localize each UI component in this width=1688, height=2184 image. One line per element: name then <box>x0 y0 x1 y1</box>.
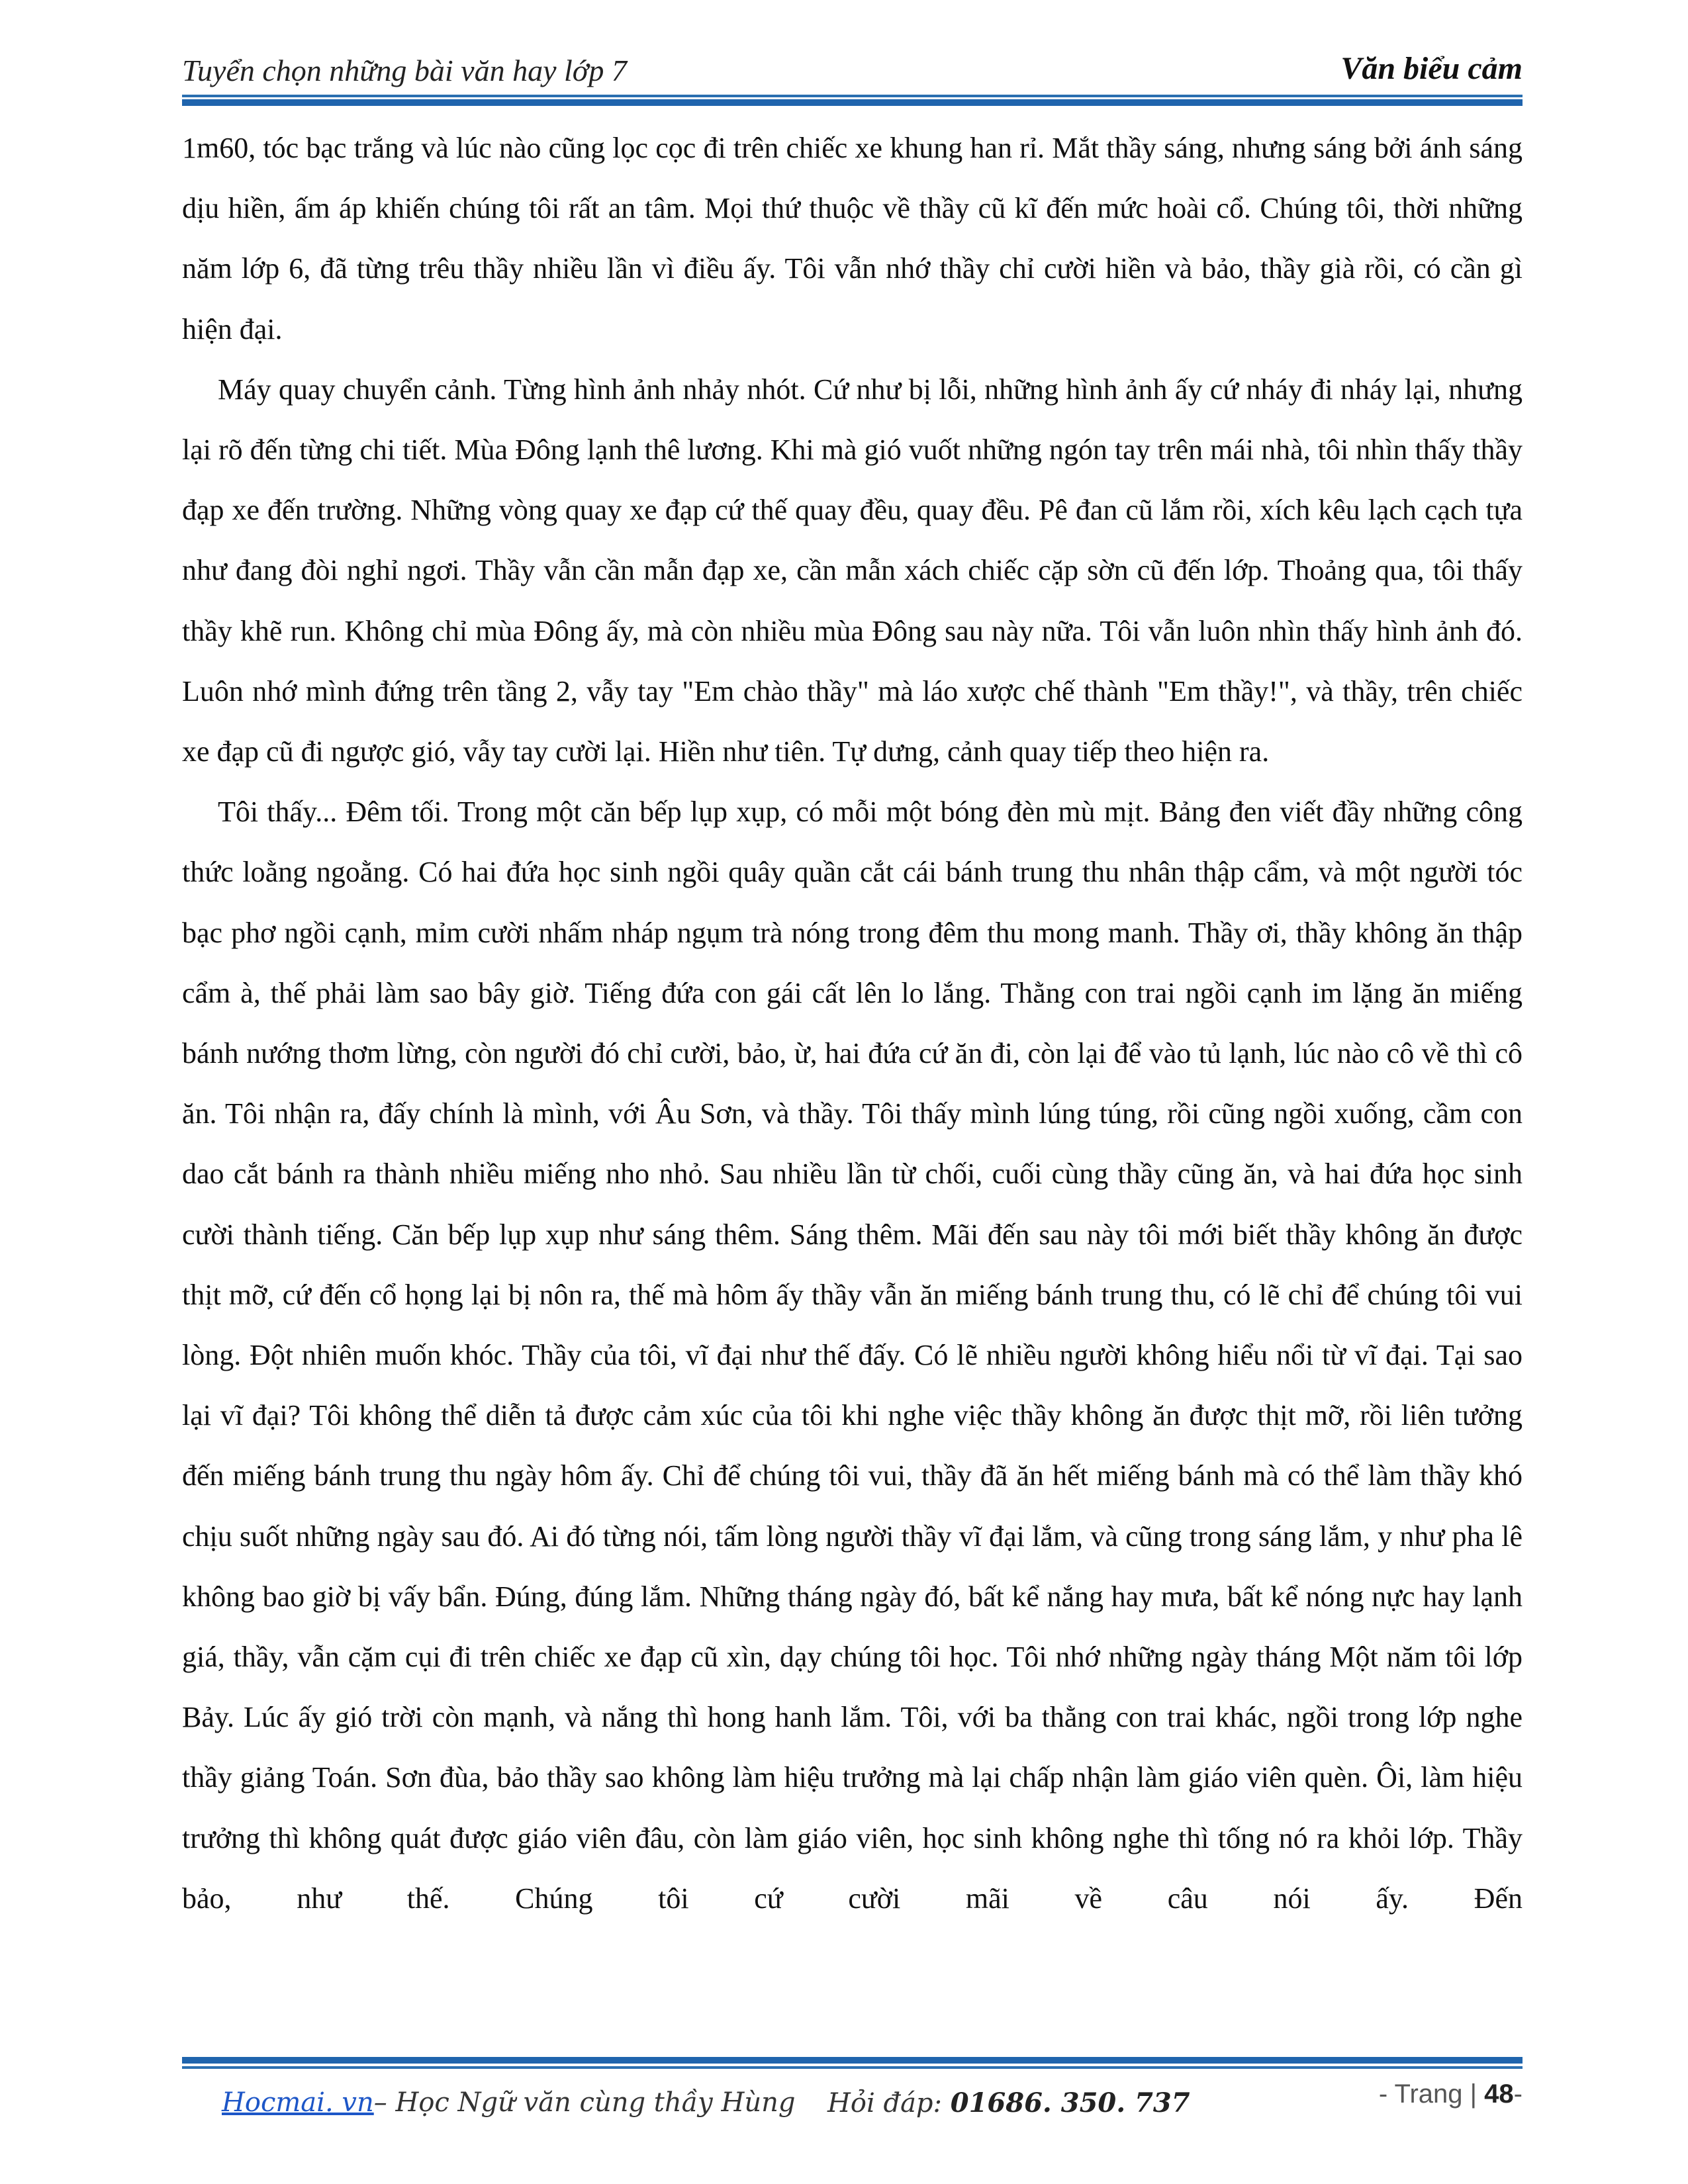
paragraph: Tôi thấy... Đêm tối. Trong một căn bếp lụp xụp, có mỗi một bóng đèn mù mịt. Bảng đen viết đầy những công thức loằng ngoằng. Có hai đứa học sinh ngồi quây quần cắt cái bánh trung thu nhân thập cẩm, và một người tóc bạc phơ ngồi cạnh, mỉm cười nhấm nháp ngụm trà nóng trong đêm thu mong manh. Thầy ơi, thầy không ăn thập cẩm à, thế phải làm sao bây giờ. Tiếng đứa con gái cất lên lo lắng. Thằng con trai ngồi cạnh im lặng ăn miếng bánh nướng thơm lừng, còn người đó chỉ cười, bảo, ừ, hai đứa cứ ăn đi, còn lại để vào tủ lạnh, lúc nào cô về thì cô ăn. Tôi nhận ra, đấy chính là mình, với Âu Sơn, và thầy. Tôi thấy mình lúng túng, rồi cũng ngồi xuống, cầm con dao cắt bánh ra thành nhiều miếng nho nhỏ. Sau nhiều lần từ chối, cuối cùng thầy cũng ăn, và hai đứa học sinh cười thành tiếng. Căn bếp lụp xụp như sáng thêm. Sáng thêm. Mãi đến sau này tôi mới biết thầy không ăn được thịt mỡ, cứ đến cổ họng lại bị nôn ra, thế mà hôm ấy thầy vẫn ăn miếng bánh trung thu, có lẽ chỉ để chúng tôi vui lòng. Đột nhiên muốn khóc. Thầy của tôi, vĩ đại như thế đấy. Có lẽ nhiều người không hiểu nổi từ vĩ đại. Tại sao lại vĩ đại? Tôi không thể diễn tả được cảm xúc của tôi khi nghe việc thầy không ăn được thịt mỡ, rồi liên tưởng đến miếng bánh trung thu ngày hôm ấy. Chỉ để chúng tôi vui, thầy đã ăn hết miếng bánh mà có thể làm thầy khó chịu suốt những ngày sau đó. Ai đó từng nói, tấm lòng người thầy vĩ đại lắm, và cũng trong sáng lắm, y như pha lê không bao giờ bị vấy bẩn. Đúng, đúng lắm. Những tháng ngày đó, bất kể nắng hay mưa, bất kể nóng nực hay lạnh giá, thầy, vẫn cặm cụi đi trên chiếc xe đạp cũ xìn, dạy chúng tôi học. Tôi nhớ những ngày tháng Một năm tôi lớp Bảy. Lúc ấy gió trời còn mạnh, và nắng thì hong hanh lắm. Tôi, với ba thằng con trai khác, ngồi trong lớp nghe thầy giảng Toán. Sơn đùa, bảo thầy sao không làm hiệu trưởng mà lại chấp nhận làm giáo viên quèn. Ôi, làm hiệu trưởng thì không quát được giáo viên đâu, còn làm giáo viên, học sinh không nghe thì tống nó ra khỏi lớp. Thầy bảo, như thế. Chúng tôi cứ cười mãi về câu nói ấy. Đến <box>182 796 1523 1915</box>
page-header <box>182 46 1523 93</box>
footer-divider-thick <box>182 2057 1523 2064</box>
header-divider-thick <box>182 99 1523 106</box>
header-divider-thin <box>182 95 1523 97</box>
footer-hotline <box>827 2087 1190 2118</box>
footer-tagline: – Học Ngữ văn cùng thầy Hùng <box>373 2087 796 2118</box>
hocmai-link[interactable]: Hocmai. vn <box>222 2087 374 2118</box>
paragraph: 1m60, tóc bạc trắng và lúc nào cũng lọc cọc đi trên chiếc xe khung han rỉ. Mắt thầy sáng, nhưng sáng bởi ánh sáng dịu hiền, ấm áp khiến chúng tôi rất an tâm. Mọi thứ thuộc về thầy cũ kĩ đến mức hoài cổ. Chúng tôi, thời những năm lớp 6, đã từng trêu thầy nhiều lần vì điều ấy. Tôi vẫn nhớ thầy chỉ cười hiền và bảo, thầy già rồi, có cần gì hiện đại. <box>182 132 1523 345</box>
footer-divider-thin <box>182 2066 1523 2069</box>
page-footer <box>182 2078 1523 2131</box>
hotline-label: Hỏi đáp: <box>827 2088 951 2118</box>
essay-body <box>182 118 1523 1929</box>
document-genre-title: Văn biểu cảm <box>1340 51 1523 86</box>
footer-credit <box>182 2087 795 2118</box>
page-number: - Trang | 48- <box>1378 2079 1523 2109</box>
paragraph: Máy quay chuyển cảnh. Từng hình ảnh nhảy nhót. Cứ như bị lỗi, những hình ảnh ấy cứ nháy đi nháy lại, nhưng lại rõ đến từng chi tiết. Mùa Đông lạnh thê lương. Khi mà gió vuốt những ngón tay trên mái nhà, tôi nhìn thấy thầy đạp xe đến trường. Những vòng quay xe đạp cứ thế quay đều, quay đều. Pê đan cũ lắm rồi, xích kêu lạch cạch tựa như đang đòi nghỉ ngơi. Thầy vẫn cần mẫn đạp xe, cần mẫn xách chiếc cặp sờn cũ đến lớp. Thoảng qua, tôi thấy thầy khẽ run. Không chỉ mùa Đông ấy, mà còn nhiều mùa Đông sau này nữa. Tôi vẫn luôn nhìn thấy hình ảnh đó. Luôn nhớ mình đứng trên tầng 2, vẫy tay "Em chào thầy" mà láo xược chế thành "Em thầy!", và thầy, trên chiếc xe đạp cũ đi ngược gió, vẫy tay cười lại. Hiền như tiên. Tự dưng, cảnh quay tiếp theo hiện ra. <box>182 373 1523 768</box>
document-series-title: Tuyển chọn những bài văn hay lớp 7 <box>182 54 627 87</box>
hotline-number: 01686. 350. 737 <box>950 2087 1190 2118</box>
